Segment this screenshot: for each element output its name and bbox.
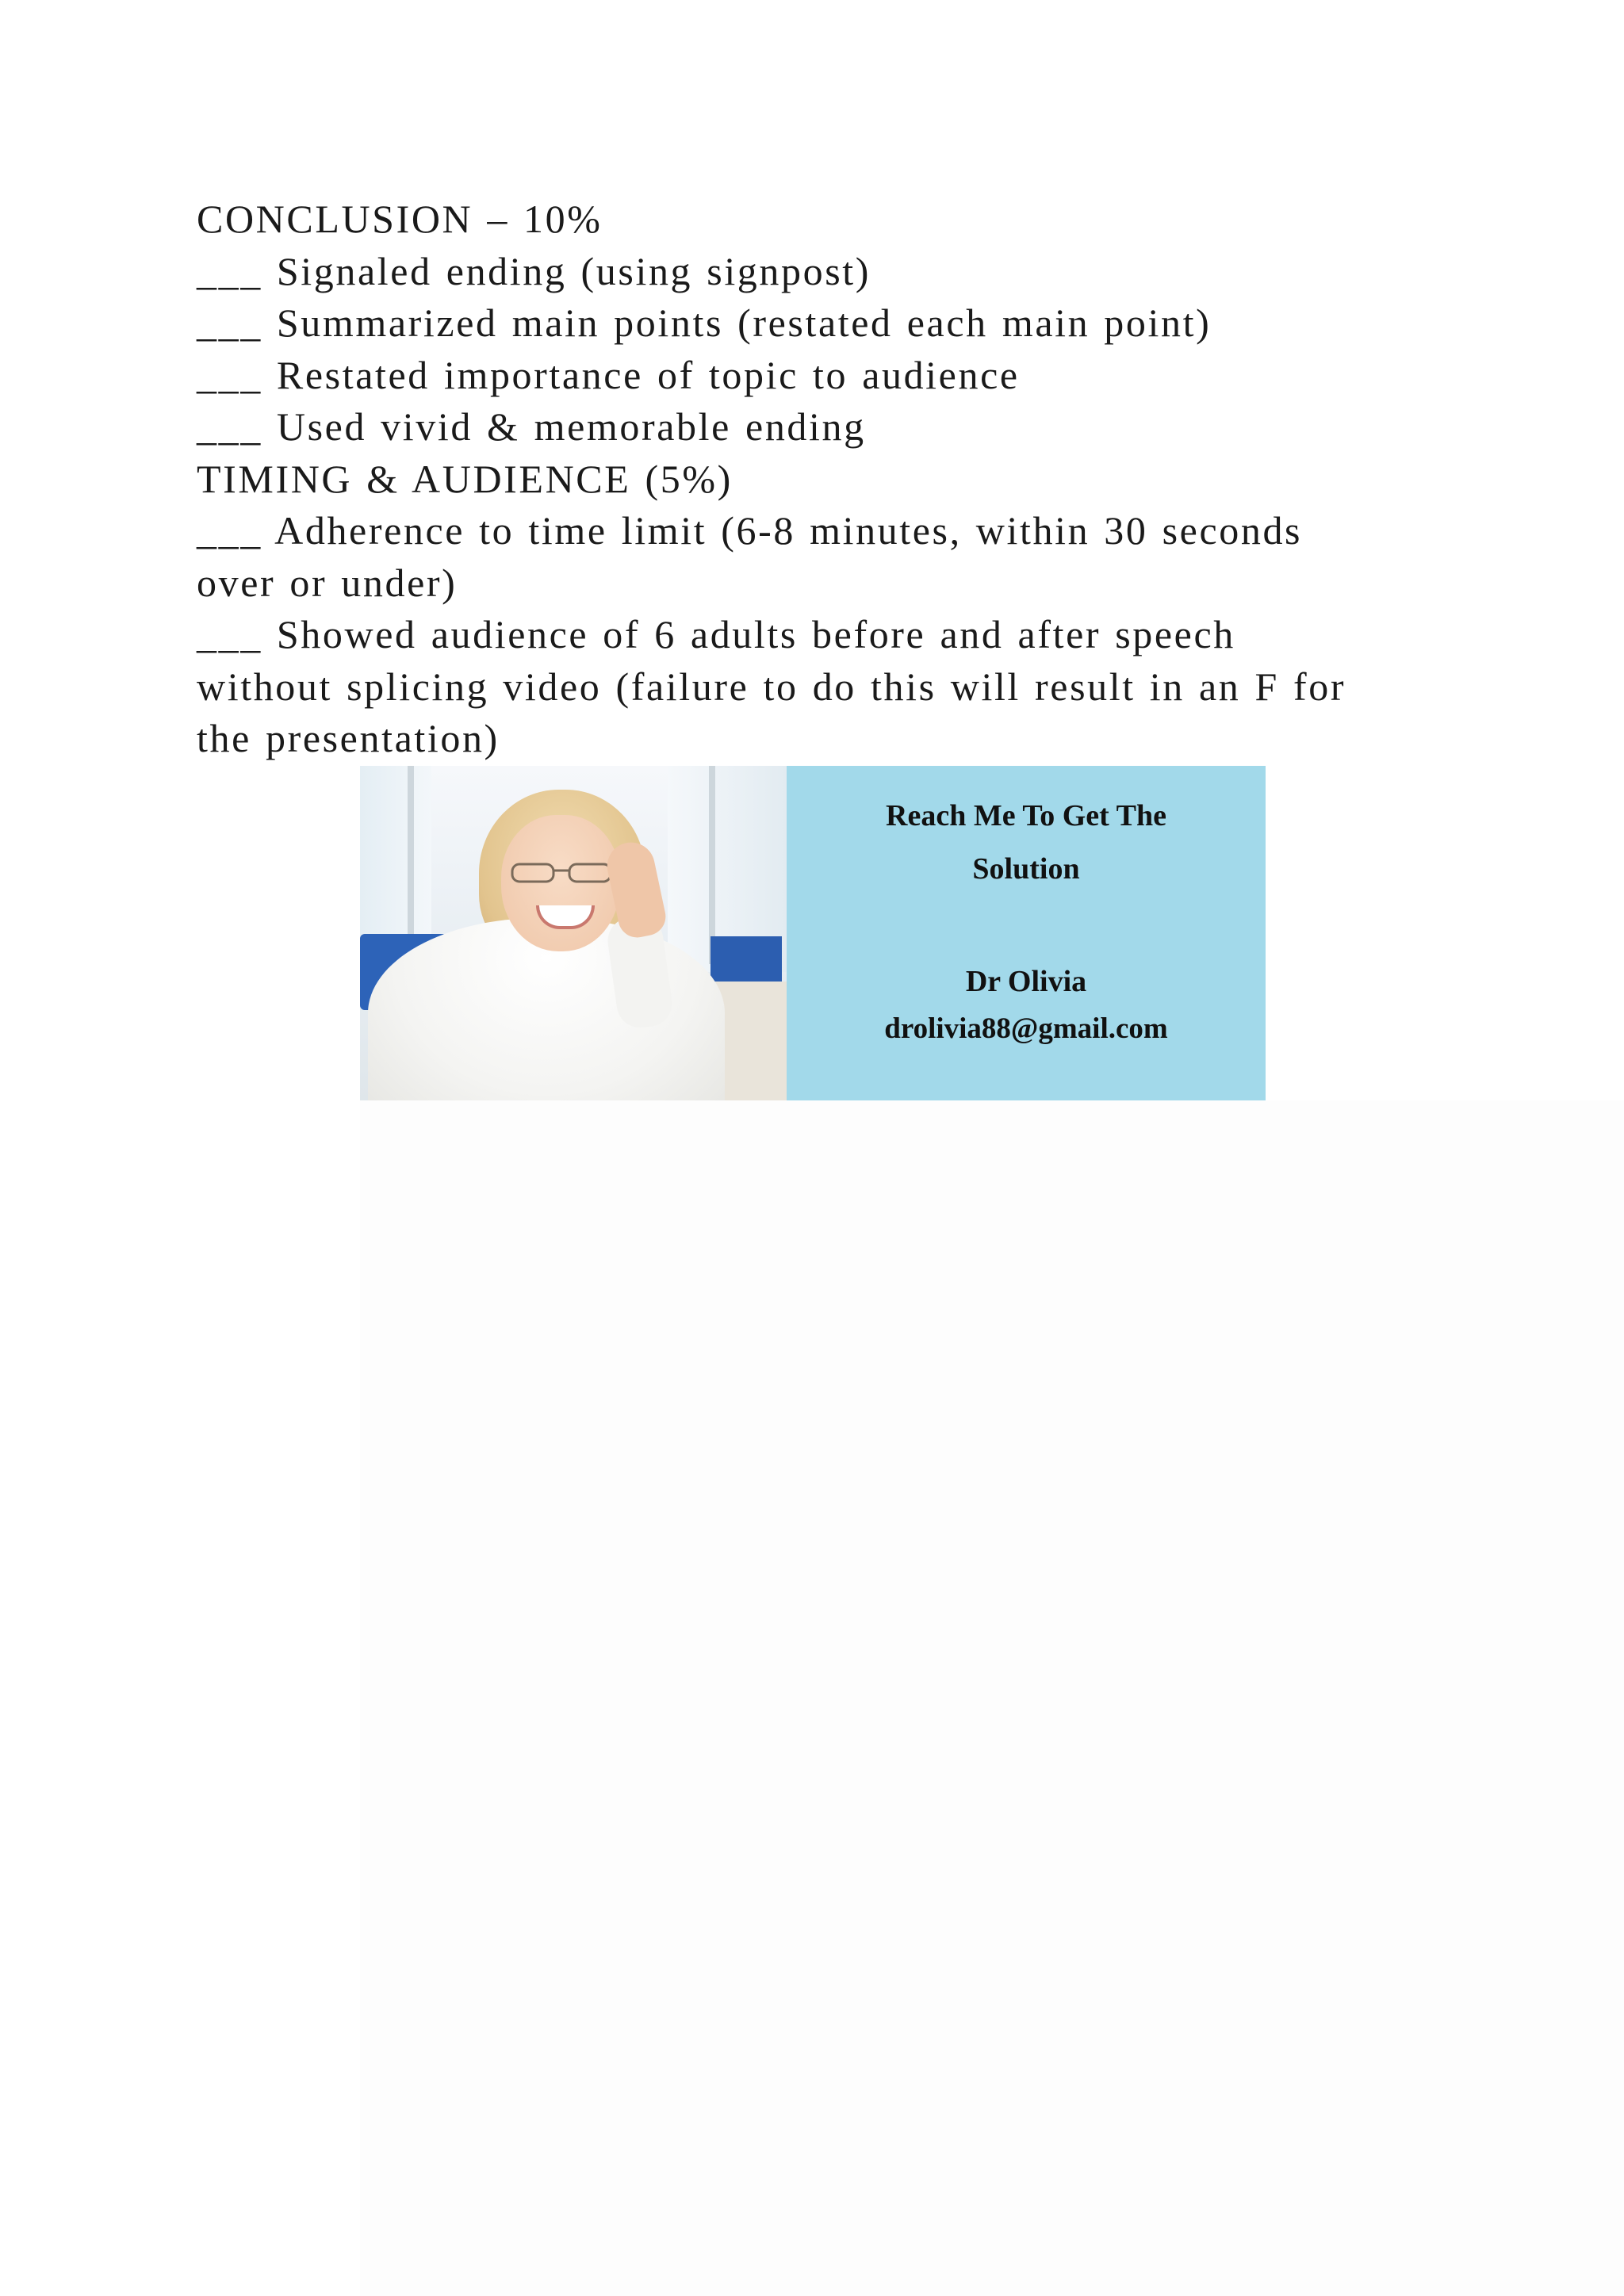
section-heading-conclusion: CONCLUSION – 10% (197, 197, 603, 241)
banner-heading (787, 790, 1266, 896)
banner-heading-line: Reach Me To Get The (886, 799, 1166, 832)
page-background-shade (360, 1100, 1624, 2296)
checklist-item: ___ Restated importance of topic to audience (197, 352, 1020, 397)
woman-photo (360, 766, 787, 1100)
checklist-item-continuation: the presentation) (197, 716, 500, 760)
window-frame (709, 766, 715, 964)
document-body (197, 193, 1418, 765)
checklist-item: ___ Used vivid & memorable ending (197, 404, 866, 449)
checklist-item: ___ Signaled ending (using signpost) (197, 248, 871, 293)
contact-email: drolivia88@gmail.com (884, 1012, 1168, 1045)
checklist-item: ___ Adherence to time limit (6-8 minutes, within 30 seconds (197, 508, 1303, 553)
contact-name: Dr Olivia (965, 965, 1087, 998)
contact-banner (360, 766, 1266, 1100)
checklist-item: ___ Showed audience of 6 adults before and after speech (197, 612, 1235, 656)
banner-heading-line: Solution (972, 852, 1080, 886)
window (360, 766, 431, 948)
checklist-item: ___ Summarized main points (restated each main point) (197, 300, 1212, 345)
checklist-item-continuation: without splicing video (failure to do this will result in an F for (197, 664, 1346, 709)
section-heading-timing: TIMING & AUDIENCE (5%) (197, 456, 733, 501)
checklist-item-continuation: over or under) (197, 560, 458, 605)
glasses-icon (509, 861, 614, 885)
contact-info-panel (787, 766, 1266, 1100)
